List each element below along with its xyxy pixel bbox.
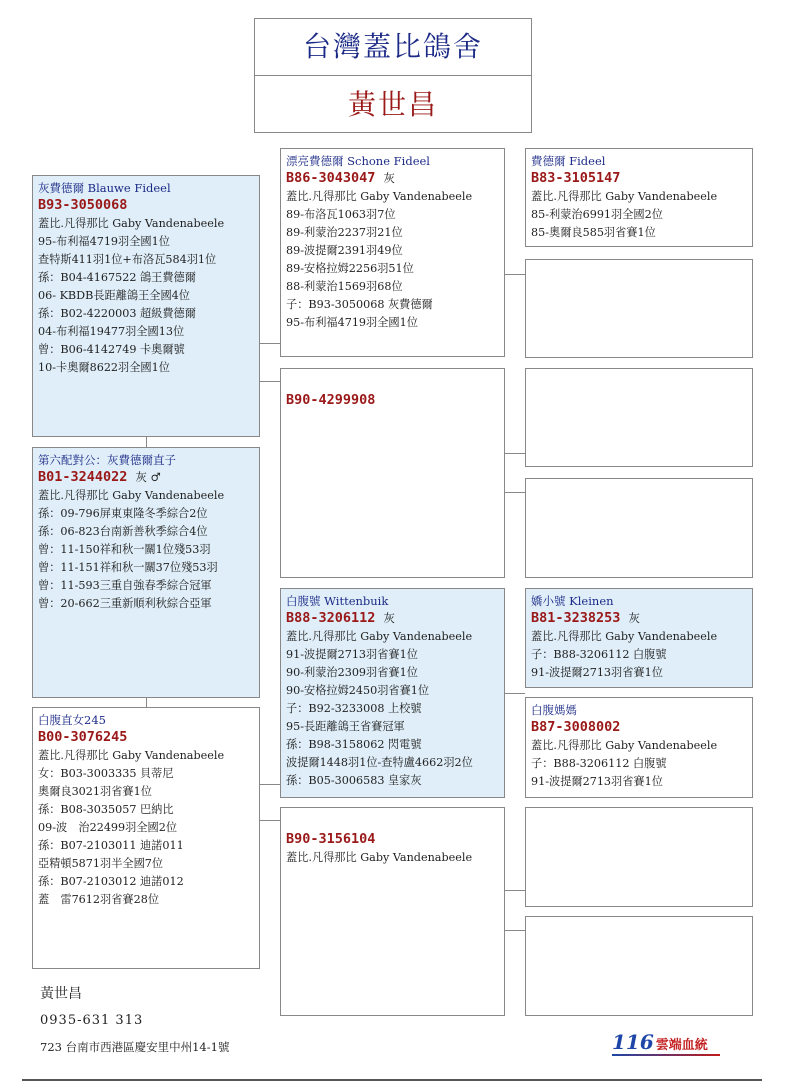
info-line: 孫：B05-3006583 皇家灰 xyxy=(286,774,422,787)
info-line: 95-布利福4719羽全國1位 xyxy=(286,316,418,329)
grand-sire-3-card[interactable] xyxy=(525,368,753,467)
g6-name: 白腹媽媽 xyxy=(531,703,577,717)
sire-dam-card[interactable] xyxy=(280,368,505,578)
connector-line xyxy=(505,693,525,694)
dam-sire-ring-number: B88-3206112 xyxy=(286,610,376,626)
g5-name: 嬌小號 Kleinen xyxy=(531,594,614,608)
g5-color: 灰 xyxy=(628,611,640,625)
info-line: 06- KBDB長距離鴿王全國4位 xyxy=(38,289,190,302)
sire-color: 灰 xyxy=(383,171,395,185)
mate-ring-number: B01-3244022 xyxy=(38,469,128,485)
info-line: 蓋比.凡得那比 Gaby Vandenabeele xyxy=(531,630,718,643)
subject-card[interactable] xyxy=(32,175,260,437)
info-line: 蓋比.凡得那比 Gaby Vandenabeele xyxy=(531,190,718,203)
contact-footer xyxy=(40,984,229,1056)
info-line: 曾：B06-4142749 卡奧爾號 xyxy=(38,343,185,356)
info-line: 奧爾良3021羽省賽1位 xyxy=(38,785,152,798)
grand-dam-8-card[interactable] xyxy=(525,916,753,1016)
g1-lines xyxy=(531,188,748,242)
mate-card[interactable] xyxy=(32,447,260,698)
info-line: 89-波提爾2391羽49位 xyxy=(286,244,403,257)
info-line: 88-利蒙治1569羽68位 xyxy=(286,280,403,293)
info-line: 子：B92-3233008 上校號 xyxy=(286,702,422,715)
info-line: 89-安格拉姆2256羽51位 xyxy=(286,262,414,275)
info-line: 91-波提爾2713羽省賽1位 xyxy=(531,666,663,679)
bottom-rule xyxy=(22,1079,762,1081)
mate-ring xyxy=(38,468,255,487)
info-line: 89-利蒙治2237羽21位 xyxy=(286,226,403,239)
dam-dam-lines xyxy=(286,849,500,867)
dam-ring: B00-3076245 xyxy=(38,729,128,745)
info-line: 曾：11-151祥和秋一關37位殘53羽 xyxy=(38,561,218,574)
grand-dam-4-card[interactable] xyxy=(525,478,753,578)
footer-name: 黃世昌 xyxy=(40,986,82,1002)
dam-sire-color: 灰 xyxy=(383,611,395,625)
owner-name: 黃世昌 xyxy=(347,88,438,121)
info-line: 蓋 雷7612羽省賽28位 xyxy=(38,893,160,906)
connector-line xyxy=(505,274,525,275)
info-line: 孫：B98-3158062 閃電號 xyxy=(286,738,422,751)
connector-line xyxy=(146,698,147,707)
subject-ring: B93-3050068 xyxy=(38,197,128,213)
mate-color: 灰 ♂ xyxy=(135,470,161,484)
info-line: 91-波提爾2713羽省賽1位 xyxy=(531,775,663,788)
mate-name: 第六配對公：灰費德爾直子 xyxy=(38,453,176,467)
info-line: 90-利蒙治2309羽省賽1位 xyxy=(286,666,418,679)
info-line: 10-卡奧爾8622羽全國1位 xyxy=(38,361,170,374)
info-line: 蓋比.凡得那比 Gaby Vandenabeele xyxy=(286,851,473,864)
dam-card[interactable] xyxy=(32,707,260,969)
dam-dam-ring: B90-3156104 xyxy=(286,831,376,847)
sire-ring xyxy=(286,169,500,188)
info-line: 曾：11-150祥和秋一關1位殘53羽 xyxy=(38,543,211,556)
dam-name: 白腹直女245 xyxy=(38,713,106,727)
connector-line xyxy=(505,930,525,931)
logo-underline xyxy=(612,1054,720,1056)
info-line: 89-布洛瓦1063羽7位 xyxy=(286,208,396,221)
info-line: 蓋比.凡得那比 Gaby Vandenabeele xyxy=(531,739,718,752)
connector-line xyxy=(260,784,280,785)
footer-phone: 0935-631 313 xyxy=(40,1013,144,1028)
dam-sire-name: 白腹號 Wittenbuik xyxy=(286,594,389,608)
cloud-pedigree-logo[interactable] xyxy=(612,1030,708,1054)
sire-ring-number: B86-3043047 xyxy=(286,170,376,186)
info-line: 查特斯411羽1位+布洛瓦584羽1位 xyxy=(38,253,217,266)
footer-address: 723 台南市西港區慶安里中州14-1號 xyxy=(40,1040,230,1054)
info-line: 蓋比.凡得那比 Gaby Vandenabeele xyxy=(38,217,225,230)
sire-lines xyxy=(286,188,500,332)
subject-name: 灰費德爾 Blauwe Fideel xyxy=(38,181,171,195)
info-line: 04-布利福19477羽全國13位 xyxy=(38,325,185,338)
info-line: 曾：20-662三重新順利秋綜合亞軍 xyxy=(38,597,212,610)
info-line: 孫：B04-4167522 鴿王費德爾 xyxy=(38,271,196,284)
info-line: 95-布利福4719羽全國1位 xyxy=(38,235,170,248)
mate-lines xyxy=(38,487,255,613)
logo-text: 雲端血統 xyxy=(655,1038,708,1053)
info-line: 91-波提爾2713羽省賽1位 xyxy=(286,648,418,661)
connector-line xyxy=(505,453,525,454)
info-line: 孫：06-823台南新善秋季綜合4位 xyxy=(38,525,208,538)
g5-lines xyxy=(531,628,748,682)
info-line: 蓋比.凡得那比 Gaby Vandenabeele xyxy=(38,749,225,762)
info-line: 蓋比.凡得那比 Gaby Vandenabeele xyxy=(38,489,225,502)
dam-sire-lines xyxy=(286,628,500,790)
dam-sire-ring xyxy=(286,609,500,628)
info-line: 女：B03-3003335 貝蒂尼 xyxy=(38,767,174,780)
info-line: 90-安格拉姆2450羽省賽1位 xyxy=(286,684,430,697)
info-line: 孫：B08-3035057 巴納比 xyxy=(38,803,174,816)
g1-ring: B83-3105147 xyxy=(531,170,621,186)
info-line: 子：B93-3050068 灰費德爾 xyxy=(286,298,433,311)
grand-sire-1-card[interactable] xyxy=(525,148,753,247)
info-line: 85-利蒙治6991羽全國2位 xyxy=(531,208,663,221)
g6-ring: B87-3008002 xyxy=(531,719,621,735)
info-line: 09-波 治22499羽全國2位 xyxy=(38,821,178,834)
info-line: 孫：09-796屏東東隆冬季綜合2位 xyxy=(38,507,208,520)
g5-ring xyxy=(531,609,748,628)
grand-sire-7-card[interactable] xyxy=(525,807,753,907)
info-line: 子：B88-3206112 白腹號 xyxy=(531,757,667,770)
g1-name: 費德爾 Fideel xyxy=(531,154,606,168)
g6-lines xyxy=(531,737,748,791)
connector-line xyxy=(260,820,280,821)
info-line: 95-長距離鴿王省賽冠軍 xyxy=(286,720,405,733)
logo-number: 116 xyxy=(612,1030,654,1054)
dam-dam-card[interactable] xyxy=(280,807,505,1016)
connector-line xyxy=(260,343,280,344)
loft-name: 台灣蓋比鴿舍 xyxy=(255,19,531,76)
sire-dam-ring: B90-4299908 xyxy=(286,392,376,408)
dam-lines xyxy=(38,747,255,909)
grand-dam-6-card[interactable] xyxy=(525,697,753,798)
connector-line xyxy=(260,381,280,382)
connector-line xyxy=(505,492,525,493)
info-line: 波提爾1448羽1位-查特盧4662羽2位 xyxy=(286,756,473,769)
grand-dam-2-card[interactable] xyxy=(525,259,753,358)
info-line: 蓋比.凡得那比 Gaby Vandenabeele xyxy=(286,630,473,643)
sire-name: 漂亮費德爾 Schone Fideel xyxy=(286,154,430,168)
info-line: 子：B88-3206112 白腹號 xyxy=(531,648,667,661)
subject-lines xyxy=(38,215,255,377)
info-line: 孫：B02-4220003 超級費德爾 xyxy=(38,307,196,320)
sire-card[interactable] xyxy=(280,148,505,357)
info-line: 曾：11-593三重自強春季綜合冠軍 xyxy=(38,579,212,592)
connector-line xyxy=(146,437,147,447)
info-line: 孫：B07-2103012 迪諾012 xyxy=(38,875,184,888)
info-line: 85-奧爾良585羽省賽1位 xyxy=(531,226,656,239)
connector-line xyxy=(505,890,525,891)
info-line: 孫：B07-2103011 迪諾011 xyxy=(38,839,184,852)
g5-ring-number: B81-3238253 xyxy=(531,610,621,626)
grand-sire-5-card[interactable] xyxy=(525,588,753,688)
dam-sire-card[interactable] xyxy=(280,588,505,798)
info-line: 蓋比.凡得那比 Gaby Vandenabeele xyxy=(286,190,473,203)
info-line: 亞精頓5871羽半全國7位 xyxy=(38,857,164,870)
pedigree-header xyxy=(254,18,532,133)
